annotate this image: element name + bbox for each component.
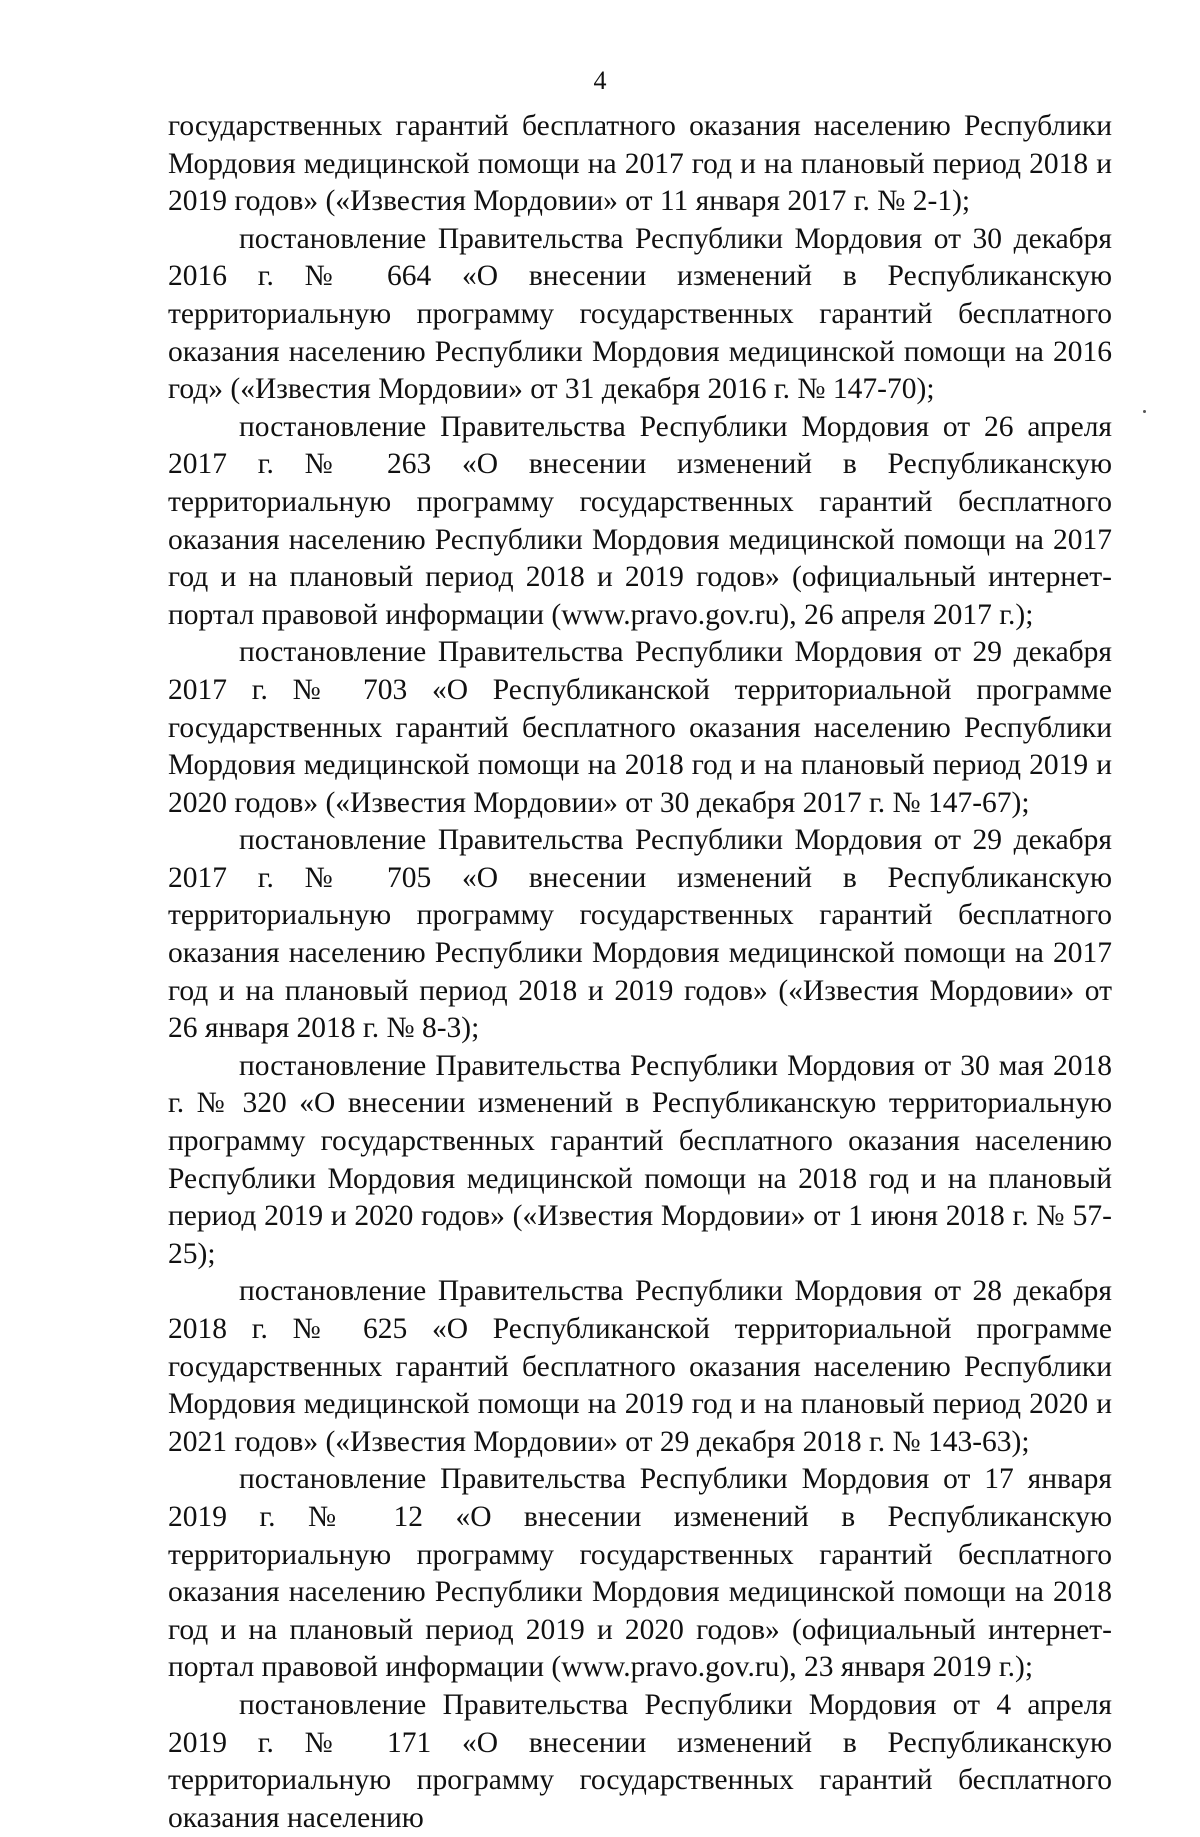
paragraph-resolution-2016-664: постановление Правительства Республики Мордовия от 30 декабря 2016 г. № 664 «О внесении изменений в Республиканскую территориальную программу государственных гарантий бесплатного оказания населению Республики Мордовия медицинской помощи на 2016 год» («Известия Мордовии» от 31 декабря 2016 г. № 147-70); [168,222,1112,406]
scan-speck [1143,410,1146,413]
paragraph-resolution-2017-705: постановление Правительства Республики Мордовия от 29 декабря 2017 г. № 705 «О внесении изменений в Республиканскую территориальную программу государственных гарантий бесплатного оказания населению Республики Мордовия медицинской помощи на 2017 год и на плановый период 2018 и 2019 годов» («Известия Мордовии» от 26 января 2018 г. № 8-3); [168,824,1112,1045]
paragraph-continuation: государственных гарантий бесплатного оказания населению Республики Мордовия медицинской помощи на 2017 год и на плановый период 2018 и 2019 годов» («Известия Мордовии» от 11 января 2017 г. № 2-1); [168,110,1112,218]
paragraph-resolution-2019-171: постановление Правительства Республики Мордовия от 4 апреля 2019 г. № 171 «О внесении изменений в Республиканскую территориальную программу государственных гарантий бесплатного оказания населению [168,1688,1112,1834]
paragraph-resolution-2019-12: постановление Правительства Республики Мордовия от 17 января 2019 г. № 12 «О внесении изменений в Республиканскую территориальную программу государственных гарантий бесплатного оказания населению Республики Мордовия медицинской помощи на 2018 год и на плановый период 2019 и 2020 годов» (официальный интернет-портал правовой информации (www.pravo.gov.ru), 23 января 2019 г.); [168,1463,1112,1684]
paragraph-resolution-2018-320: постановление Правительства Республики Мордовия от 30 мая 2018 г. № 320 «О внесении изменений в Республиканскую территориальную программу государственных гарантий бесплатного оказания населению Республики Мордовия медицинской помощи на 2018 год и на плановый период 2019 и 2020 годов» («Известия Мордовии» от 1 июня 2018 г. № 57-25); [168,1049,1112,1270]
document-body [168,108,1112,1837]
paragraph-resolution-2018-625: постановление Правительства Республики Мордовия от 28 декабря 2018 г. № 625 «О Республиканской территориальной программе государственных гарантий бесплатного оказания населению Республики Мордовия медицинской помощи на 2019 год и на плановый период 2020 и 2021 годов» («Известия Мордовии» от 29 декабря 2018 г. № 143-63); [168,1275,1112,1458]
page-number: 4 [593,66,607,95]
paragraph-resolution-2017-263: постановление Правительства Республики Мордовия от 26 апреля 2017 г. № 263 «О внесении изменений в Республиканскую территориальную программу государственных гарантий бесплатного оказания населению Республики Мордовия медицинской помощи на 2017 год и на плановый период 2018 и 2019 годов» (официальный интернет-портал правовой информации (www.pravo.gov.ru), 26 апреля 2017 г.); [168,410,1112,631]
paragraph-resolution-2017-703: постановление Правительства Республики Мордовия от 29 декабря 2017 г. № 703 «О Республиканской территориальной программе государственных гарантий бесплатного оказания населению Республики Мордовия медицинской помощи на 2018 год и на плановый период 2019 и 2020 годов» («Известия Мордовии» от 30 декабря 2017 г. № 147-67); [168,636,1112,819]
